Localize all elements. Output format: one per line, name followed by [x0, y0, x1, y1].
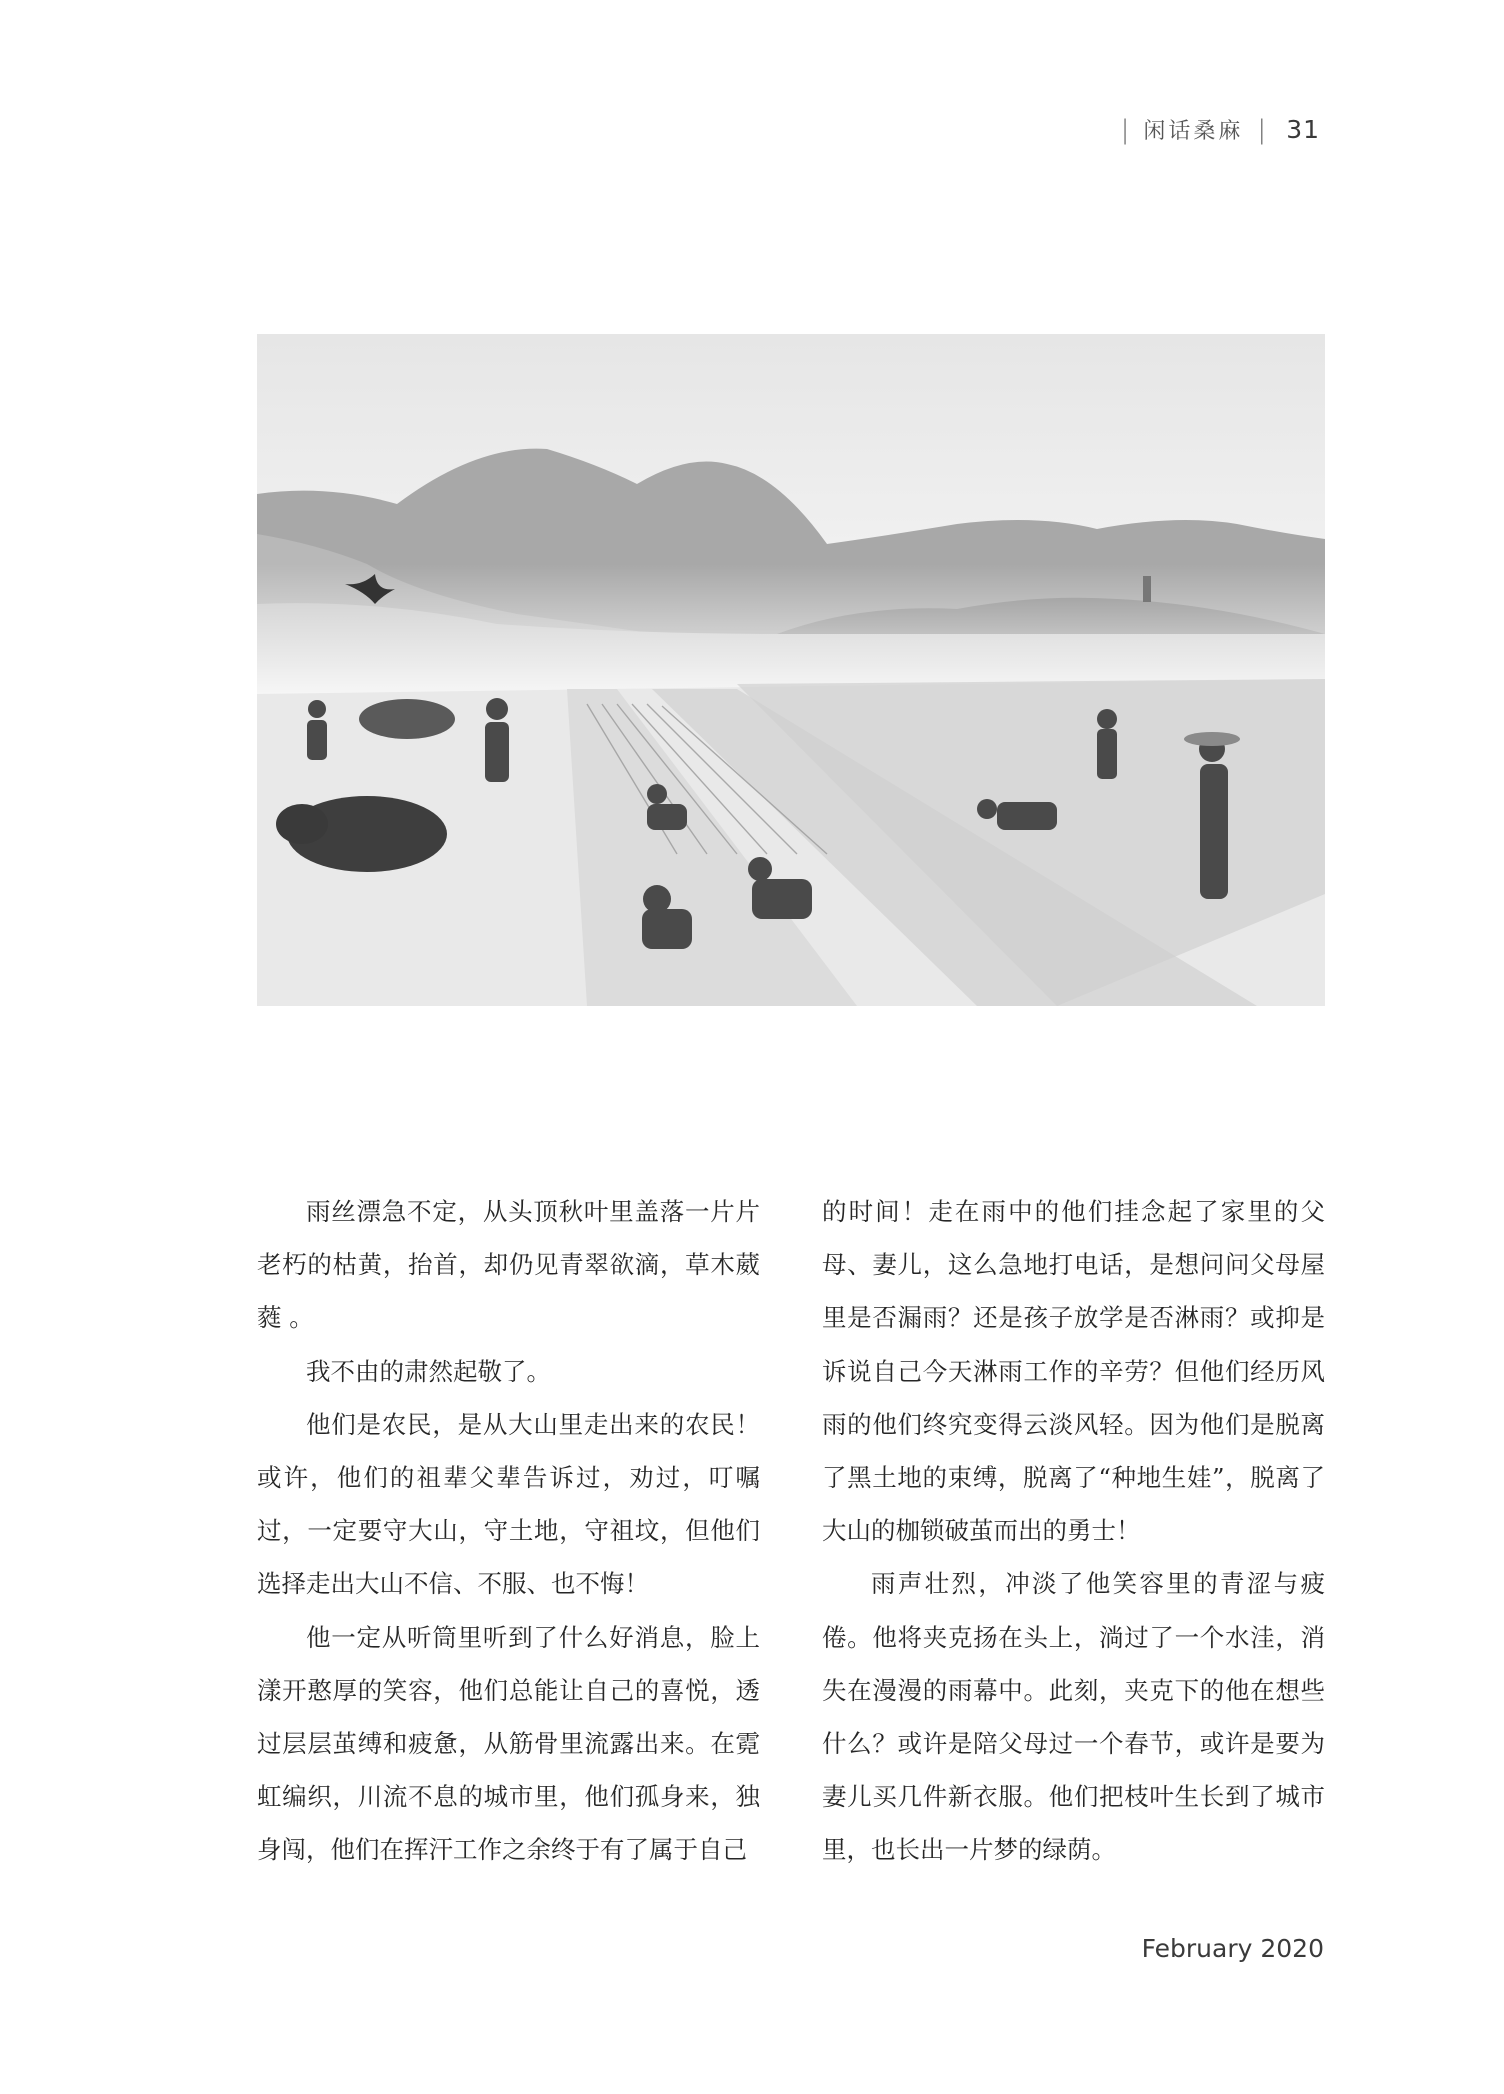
- paragraph: 的时间！走在雨中的他们挂念起了家里的父母、妻儿，这么急地打电话，是想问问父母屋里是否漏雨？还是孩子放学是否淋雨？或抑是诉说自己今天淋雨工作的辛劳？但他们经历风雨的他们终究变得云淡风轻。因为他们是脱离了黑土地的束缚，脱离了“种地生娃”，脱离了大山的枷锁破茧而出的勇士！: [822, 1197, 1325, 1546]
- rice-planting-illustration: [257, 334, 1325, 1006]
- paragraph: 雨声壮烈，冲淡了他笑容里的青涩与疲倦。他将夹克扬在头上，淌过了一个水洼，消失在漫漫的雨幕中。此刻，夹克下的他在想些什么？或许是陪父母过一个春节，或许是要为妻儿买几件新衣服。他们把枝叶生长到了城市里，也长出一片梦的绿荫。: [822, 1569, 1325, 1865]
- page-header: [1121, 114, 1320, 145]
- paragraph: 他们是农民，是从大山里走出来的农民！或许，他们的祖辈父辈告诉过，劝过，叮嘱过，一定要守大山，守土地，守祖坟，但他们选择走出大山不信、不服、也不悔！: [257, 1409, 760, 1599]
- issue-date: February 2020: [1141, 1934, 1324, 1963]
- page-number: 31: [1286, 115, 1320, 144]
- header-divider-left: |: [1120, 114, 1130, 145]
- paragraph: 我不由的肃然起敬了。: [306, 1356, 551, 1386]
- paragraph: 雨丝漂急不定，从头顶秋叶里盖落一片片老朽的枯黄，抬首，却仍见青翠欲滴，草木葳蕤 。: [257, 1197, 760, 1333]
- paragraph: 他一定从听筒里听到了什么好消息，脸上漾开憨厚的笑容，他们总能让自己的喜悦，透过层层茧缚和疲惫，从筋骨里流露出来。在霓虹编织，川流不息的城市里，他们孤身来，独身闯，他们在挥汗工作之余终于有了属于自己: [257, 1622, 760, 1865]
- header-divider-right: |: [1257, 114, 1267, 145]
- article-column-left: [257, 1185, 760, 1877]
- article-column-right: [822, 1185, 1325, 1877]
- section-title: 闲话桑麻: [1143, 119, 1244, 144]
